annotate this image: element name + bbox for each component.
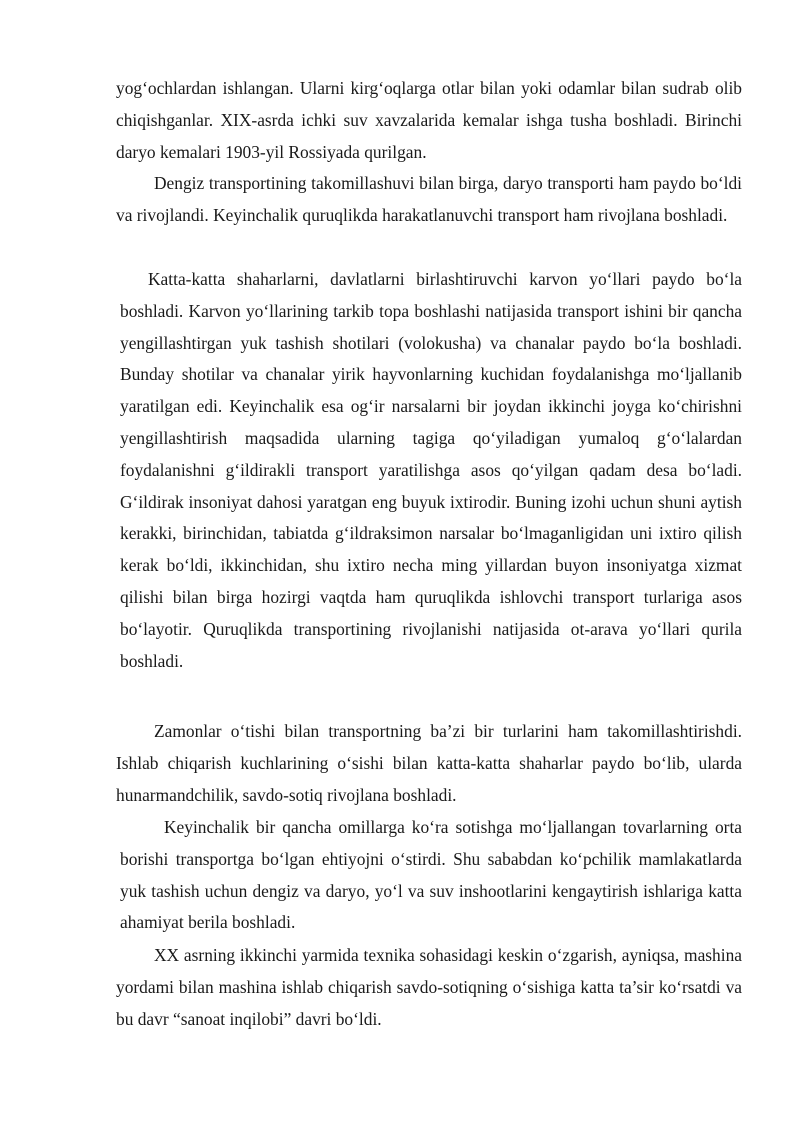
paragraph-river-transport: Dengiz transportining takomillashuvi bilan birga, daryo transporti ham paydo bo‘ldi va rivojlandi. Keyinchalik quruqlikda harakatlanuvchi transport ham rivojlana boshladi. [116, 173, 742, 225]
paragraph-industrial-revolution: XX asrning ikkinchi yarmida texnika sohasidagi keskin o‘zgarish, ayniqsa, mashina yordami bilan mashina ishlab chiqarish savdo-sotiqning o‘sishiga katta ta’sir ko‘rsatdi va bu davr “sanoat inqilobi” davri bo‘ldi. [116, 945, 742, 1029]
paragraph-caravan-roads: Katta-katta shaharlarni, davlatlarni birlashtiruvchi karvon yo‘llari paydo bo‘la boshladi. Karvon yo‘llarining tarkib topa boshlashi natijasida transport ishini bir qancha yengillashtirgan yuk tashish shotilari (volokusha) va chanalar paydo bo‘la boshladi. Bunday shotilar va chanalar yirik hayvonlarning kuchidan foydalanishga mo‘ljallanib yaratilgan edi. Keyinchalik esa og‘ir narsalarni bir joydan ikkinchi joyga ko‘chirishni yengillashtirish maqsadida ularning tagiga qo‘yiladigan yumaloq g‘o‘lalardan foydalanishni g‘ildirakli transport yaratilishga asos qo‘yilgan qadam desa bo‘ladi. G‘ildirak insoniyat dahosi yaratgan eng buyuk ixtirodir. Buning izohi uchun shuni aytish kerakki, birinchidan, tabiatda g‘ildraksimon narsalar bo‘lmaganligidan uni ixtiro qilish kerak bo‘ldi, ikkinchidan, shu ixtiro necha ming yillardan buyon insoniyatga xizmat qilishi bilan birga hozirgi vaqtda ham quruqlikda ishlovchi transport turlariga asos bo‘layotir. Quruqlikda transportining rivojlanishi natijasida ot-arava yo‘llari qurila boshladi. [120, 269, 742, 671]
paragraph-river-boats: yog‘ochlardan ishlangan. Ularni kirg‘oqlarga otlar bilan yoki odamlar bilan sudrab olib chiqishganlar. XIX-asrda ichki suv xavzalarida kemalar ishga tusha boshladi. Birinchi daryo kemalari 1903-yil Rossiyada qurilgan. [116, 78, 742, 162]
paragraph-improvement: Zamonlar o‘tishi bilan transportning ba’zi bir turlarini ham takomillashtirishdi. Ishlab chiqarish kuchlarining o‘sishi bilan katta-katta shaharlar paydo bo‘lib, ularda hunarmandchilik, savdo-sotiq rivojlana boshladi. [116, 721, 742, 805]
paragraph-trade-demand: Keyinchalik bir qancha omillarga ko‘ra sotishga mo‘ljallangan tovarlarning orta borishi transportga bo‘lgan ehtiyojni o‘stirdi. Shu sababdan ko‘pchilik mamlakatlarda yuk tashish uchun dengiz va daryo, yo‘l va suv inshootlarini kengaytirish ishlariga katta ahamiyat berila boshladi. [120, 817, 742, 933]
